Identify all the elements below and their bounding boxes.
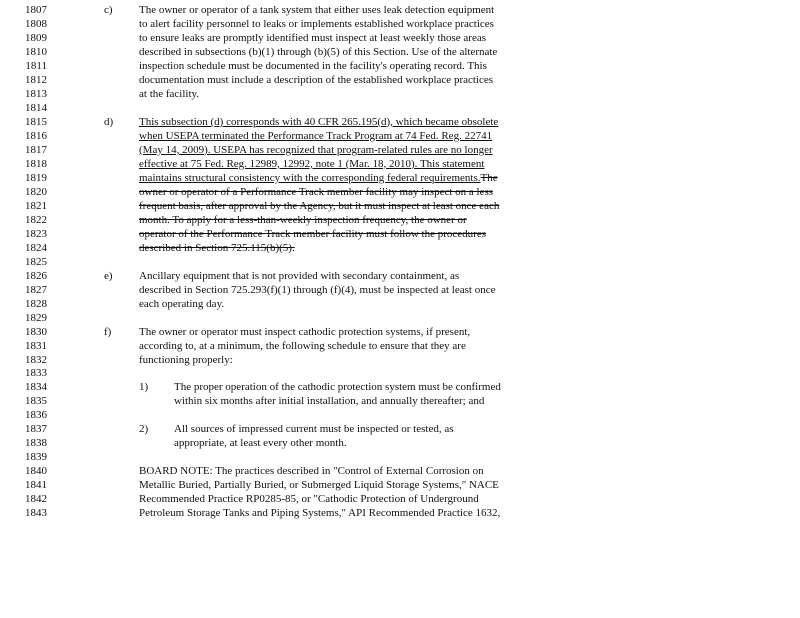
line-number: 1821: [25, 199, 47, 212]
document-line: [0, 143, 800, 157]
document-line: [0, 269, 800, 283]
line-number: 1808: [25, 17, 47, 30]
document-line: [0, 297, 800, 311]
document-line: [0, 436, 800, 450]
subsection-label: c): [104, 4, 113, 16]
text-run: appropriate, at least every other month.: [174, 437, 347, 450]
inserted-text: when USEPA terminated the Performance Track Program at 74 Fed. Reg. 22741: [139, 129, 493, 142]
line-text: [139, 45, 497, 59]
text-run: within six months after initial installation, and annually thereafter; and: [174, 395, 485, 408]
line-text: [139, 3, 494, 17]
line-text: [139, 478, 499, 492]
line-text: [139, 269, 459, 283]
document-line: [0, 380, 800, 394]
deleted-text: owner or operator of a Performance Track member facility may inspect on a less: [139, 185, 494, 198]
line-number: 1832: [25, 353, 47, 366]
text-run: described in Section 725.293(f)(1) through (f)(4), must be inspected at least once: [139, 283, 496, 296]
document-line: [0, 478, 800, 492]
item-label: 1): [139, 381, 149, 394]
document-line: [0, 283, 800, 297]
text-run: BOARD NOTE: The practices described in "Control of External Corrosion on: [139, 465, 484, 478]
document-line: [0, 422, 800, 436]
text-run: described in subsections (b)(1) through (b)(5) of this Section. Use of the alternate: [139, 45, 498, 58]
line-number: 1824: [25, 241, 47, 254]
line-text: [139, 464, 484, 478]
line-text: [139, 73, 493, 87]
line-number: 1818: [25, 157, 47, 170]
text-run: The owner or operator of a tank system that either uses leak detection equipment: [139, 4, 495, 16]
document-line: [0, 59, 800, 73]
document-line: [0, 394, 800, 408]
line-number: 1843: [25, 507, 47, 520]
line-text: [139, 87, 199, 101]
line-number: 1840: [25, 465, 47, 478]
line-number: 1823: [25, 227, 47, 240]
line-number: 1827: [25, 283, 47, 296]
line-text: [139, 143, 493, 157]
line-text: [174, 394, 484, 408]
line-text: [139, 31, 486, 45]
line-number: 1811: [25, 59, 47, 72]
text-run: Recommended Practice RP0285-85, or "Cathodic Protection of Underground: [139, 493, 479, 506]
inserted-text: This subsection (d) corresponds with 40 CFR 265.195(d), which became obsolete: [139, 115, 499, 128]
line-text: [139, 297, 224, 311]
line-text: [139, 199, 499, 213]
text-run: The proper operation of the cathodic protection system must be confirmed: [174, 381, 501, 394]
document-line: [0, 408, 800, 422]
document-line: [0, 213, 800, 227]
line-number: 1828: [25, 297, 47, 310]
line-number: 1819: [25, 171, 47, 184]
deleted-text: operator of the Performance Track member facility must follow the procedures: [139, 227, 486, 240]
text-run: to ensure leaks are promptly identified must inspect at least weekly those areas: [139, 31, 486, 44]
subsection-label: e): [104, 269, 113, 282]
document-line: [0, 241, 800, 255]
line-text: [139, 227, 486, 241]
line-text: [139, 492, 479, 506]
line-number: 1837: [25, 423, 47, 436]
line-text: [174, 436, 347, 450]
text-run: according to, at a minimum, the following schedule to ensure that they are: [139, 339, 466, 352]
text-run: each operating day.: [139, 297, 225, 310]
line-text: [139, 157, 484, 171]
document-line: [0, 185, 800, 199]
document-line: [0, 506, 800, 520]
text-run: All sources of impressed current must be inspected or tested, as: [174, 423, 454, 436]
line-number: 1836: [25, 409, 47, 422]
document-line: [0, 17, 800, 31]
line-number: 1820: [25, 185, 47, 198]
line-number: 1826: [25, 269, 47, 282]
document-line: [0, 101, 800, 115]
document-line: [0, 45, 800, 59]
document-line: [0, 311, 800, 325]
line-text: [139, 339, 466, 353]
document-line: [0, 199, 800, 213]
line-text: [139, 185, 493, 199]
inserted-text: maintains structural consistency with the corresponding federal requirements.: [139, 171, 481, 184]
line-number: 1816: [25, 129, 47, 142]
line-number: 1831: [25, 339, 47, 352]
line-text: [139, 129, 492, 143]
line-number: 1813: [25, 87, 47, 100]
inserted-text: effective at 75 Fed. Reg. 12989, 12992, note 1 (Mar. 18, 2010). This statement: [139, 157, 485, 170]
line-text: [139, 17, 494, 31]
document-line: [0, 353, 800, 367]
line-number: 1830: [25, 325, 47, 338]
document-line: [0, 129, 800, 143]
line-text: [139, 213, 467, 227]
item-label: 2): [139, 423, 149, 436]
document-line: [0, 325, 800, 339]
line-number: 1833: [25, 367, 47, 380]
line-number: 1809: [25, 31, 47, 44]
line-number: 1812: [25, 73, 47, 86]
line-number: 1815: [25, 115, 47, 128]
line-number: 1839: [25, 451, 47, 464]
document-line: [0, 31, 800, 45]
line-number: 1834: [25, 381, 47, 394]
deleted-text: frequent basis, after approval by the Agency, but it must inspect at least once each: [139, 199, 500, 212]
line-text: [139, 59, 487, 73]
line-text: [139, 325, 470, 339]
text-run: inspection schedule must be documented in the facility's operating record. This: [139, 59, 487, 72]
document-line: [0, 73, 800, 87]
text-run: Metallic Buried, Partially Buried, or Submerged Liquid Storage Systems," NACE: [139, 479, 499, 492]
line-number: 1810: [25, 45, 47, 58]
line-text: [139, 241, 295, 255]
line-number: 1838: [25, 437, 47, 450]
document-line: [0, 464, 800, 478]
text-run: at the facility.: [139, 87, 200, 100]
deleted-text: The: [480, 171, 498, 184]
deleted-text: month. To apply for a less-than-weekly inspection frequency, the owner or: [139, 213, 467, 226]
document-line: [0, 87, 800, 101]
deleted-text: described in Section 725.115(b)(5).: [139, 241, 295, 254]
document-line: [0, 450, 800, 464]
document-line: [0, 255, 800, 269]
line-text: [139, 353, 233, 367]
line-text: [139, 171, 498, 185]
line-text: [174, 422, 454, 436]
line-number: 1841: [25, 479, 47, 492]
line-text: [139, 283, 495, 297]
line-number: 1807: [25, 4, 47, 16]
text-run: Ancillary equipment that is not provided with secondary containment, as: [139, 269, 460, 282]
line-text: [139, 506, 500, 520]
line-number: 1825: [25, 255, 47, 268]
line-text: [174, 380, 501, 394]
subsection-label: f): [104, 325, 112, 338]
line-number: 1817: [25, 143, 47, 156]
line-number: 1829: [25, 311, 47, 324]
inserted-text: (May 14, 2009). USEPA has recognized that program-related rules are no longer: [139, 143, 493, 156]
text-run: The owner or operator must inspect cathodic protection systems, if present,: [139, 325, 471, 338]
document-line: [0, 366, 800, 380]
document-line: [0, 3, 800, 17]
subsection-label: d): [104, 115, 114, 128]
document-line: [0, 492, 800, 506]
document-line: [0, 157, 800, 171]
line-number: 1842: [25, 493, 47, 506]
text-run: functioning properly:: [139, 353, 233, 366]
document-line: [0, 171, 800, 185]
line-number: 1835: [25, 395, 47, 408]
line-text: [139, 115, 498, 129]
document-line: [0, 115, 800, 129]
line-number: 1822: [25, 213, 47, 226]
line-number: 1814: [25, 101, 47, 114]
text-run: to alert facility personnel to leaks or implements established workplace practices: [139, 17, 494, 30]
text-run: Petroleum Storage Tanks and Piping Systems," API Recommended Practice 1632,: [139, 507, 501, 520]
document-line: [0, 339, 800, 353]
text-run: documentation must include a description of the established workplace practices: [139, 73, 494, 86]
document-line: [0, 227, 800, 241]
